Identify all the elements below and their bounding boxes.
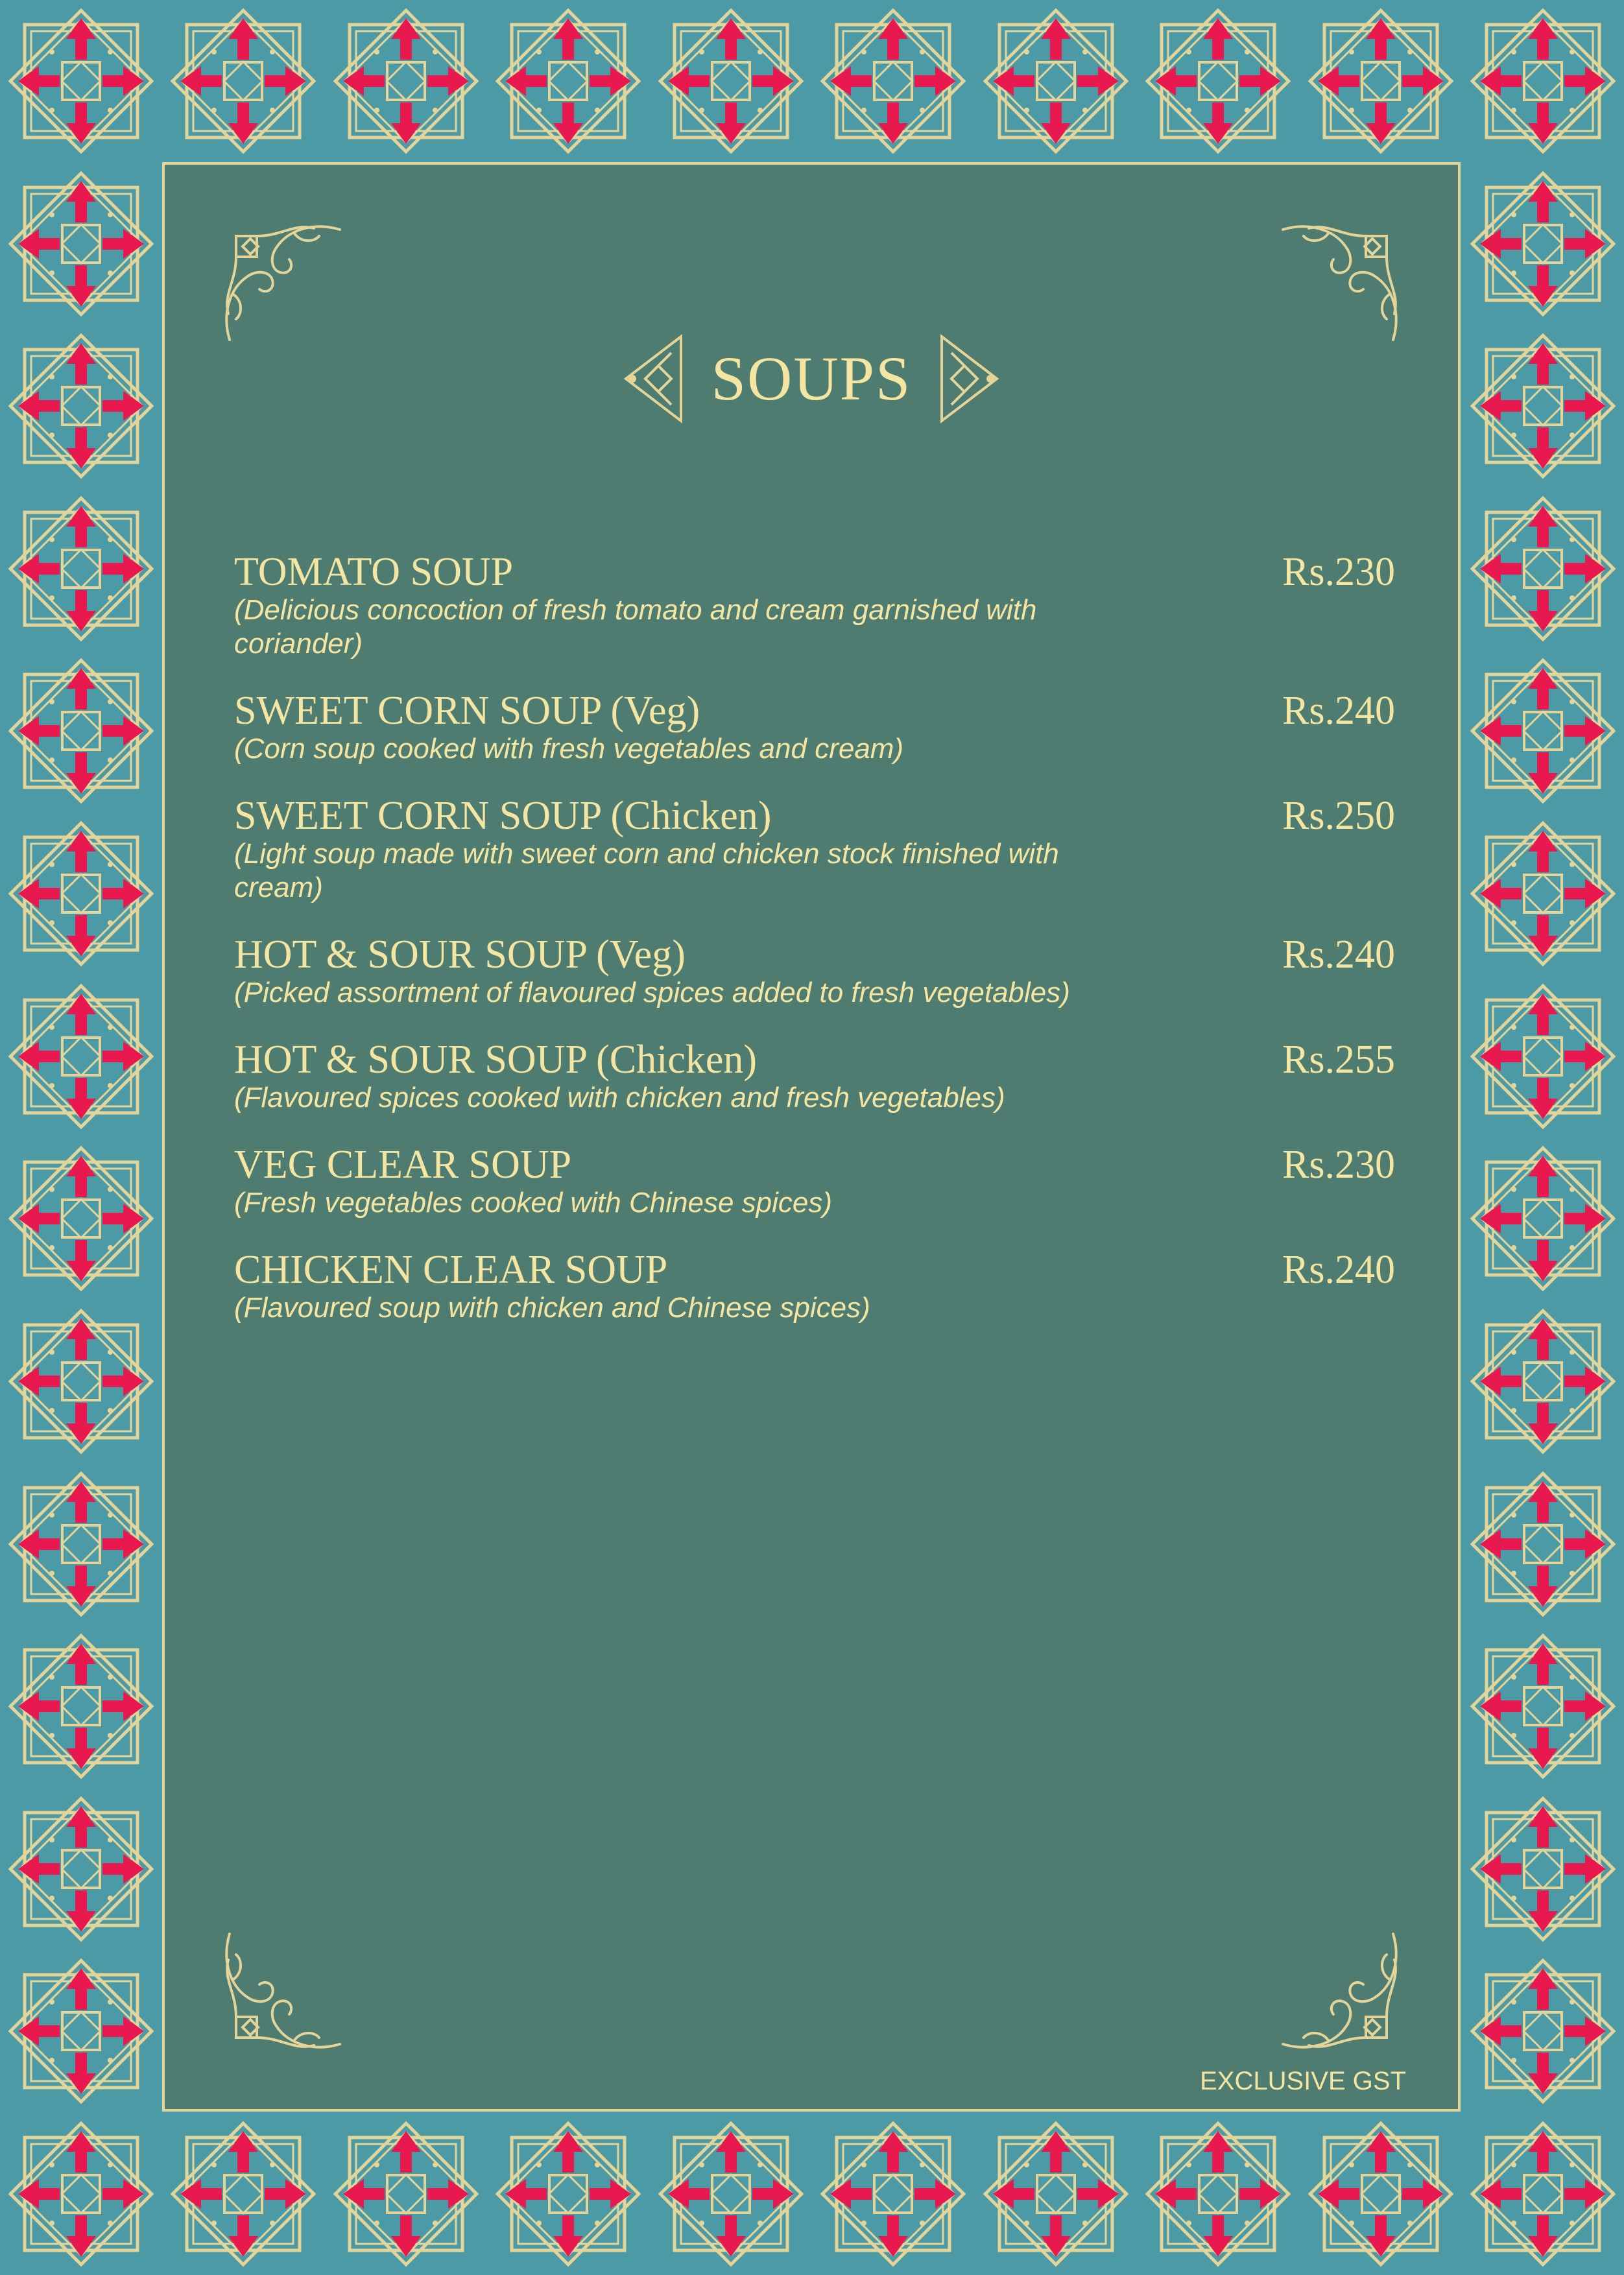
geometric-tile-icon	[10, 1636, 152, 1777]
geometric-tile-icon	[10, 498, 152, 639]
geometric-tile-icon	[1310, 10, 1451, 152]
geometric-tile-icon	[335, 10, 477, 152]
title-ornament-icon	[619, 330, 684, 427]
menu-item	[234, 794, 1395, 905]
flourish-corner-icon	[217, 217, 346, 346]
item-name: SWEET CORN SOUP (Veg)	[234, 689, 700, 733]
page-title: SOUPS	[711, 344, 912, 413]
menu-item	[234, 1038, 1395, 1115]
geometric-tile-icon	[1472, 823, 1614, 964]
geometric-tile-icon	[1472, 1311, 1614, 1452]
geometric-tile-icon	[10, 1960, 152, 2102]
item-name: HOT & SOUR SOUP (Veg)	[234, 933, 686, 977]
geometric-tile-icon	[10, 1473, 152, 1615]
item-price: Rs.255	[1282, 1038, 1395, 1082]
title-ornament-icon	[938, 330, 1003, 427]
flourish-corner-icon	[217, 1927, 346, 2057]
flourish-corner-icon	[1276, 1927, 1406, 2057]
geometric-tile-icon	[10, 660, 152, 802]
geometric-tile-icon	[1472, 986, 1614, 1127]
geometric-tile-icon	[1472, 660, 1614, 802]
geometric-tile-icon	[1472, 173, 1614, 315]
geometric-tile-icon	[822, 10, 964, 152]
item-name: VEG CLEAR SOUP	[234, 1143, 572, 1187]
geometric-tile-icon	[10, 2123, 152, 2265]
geometric-tile-icon	[10, 1148, 152, 1289]
geometric-tile-icon	[822, 2123, 964, 2265]
item-description: (Flavoured spices cooked with chicken and fresh vegetables)	[234, 1082, 1005, 1114]
geometric-tile-icon	[1147, 10, 1289, 152]
geometric-tile-icon	[1472, 498, 1614, 639]
menu-item	[234, 551, 1395, 661]
menu-item	[234, 933, 1395, 1010]
item-name: HOT & SOUR SOUP (Chicken)	[234, 1038, 758, 1082]
geometric-tile-icon	[173, 10, 314, 152]
geometric-tile-icon	[660, 2123, 802, 2265]
menu-list	[234, 551, 1395, 1325]
geometric-tile-icon	[985, 2123, 1127, 2265]
item-name: CHICKEN CLEAR SOUP	[234, 1248, 668, 1292]
geometric-tile-icon	[660, 10, 802, 152]
geometric-tile-icon	[1472, 10, 1614, 152]
item-description: (Picked assortment of flavoured spices added to fresh vegetables)	[234, 977, 1070, 1008]
geometric-tile-icon	[1147, 2123, 1289, 2265]
geometric-tile-icon	[1472, 1636, 1614, 1777]
geometric-tile-icon	[1472, 1960, 1614, 2102]
item-name: TOMATO SOUP	[234, 550, 514, 594]
item-price: Rs.240	[1282, 689, 1395, 733]
item-price: Rs.240	[1282, 1248, 1395, 1292]
menu-item	[234, 1248, 1395, 1325]
geometric-tile-icon	[335, 2123, 477, 2265]
geometric-tile-icon	[1310, 2123, 1451, 2265]
item-name: SWEET CORN SOUP (Chicken)	[234, 794, 772, 838]
geometric-tile-icon	[10, 986, 152, 1127]
geometric-tile-icon	[985, 10, 1127, 152]
menu-panel	[162, 162, 1461, 2112]
item-description: (Flavoured soup with chicken and Chinese spices)	[234, 1292, 870, 1324]
geometric-tile-icon	[1472, 335, 1614, 477]
item-description: (Light soup made with sweet corn and chicken stock finished with cream)	[234, 838, 1059, 903]
geometric-tile-icon	[10, 1311, 152, 1452]
item-price: Rs.250	[1282, 794, 1395, 838]
geometric-tile-icon	[173, 2123, 314, 2265]
geometric-tile-icon	[10, 823, 152, 964]
geometric-tile-icon	[10, 173, 152, 315]
geometric-tile-icon	[497, 2123, 639, 2265]
geometric-tile-icon	[1472, 2123, 1614, 2265]
flourish-corner-icon	[1276, 217, 1406, 346]
item-price: Rs.240	[1282, 933, 1395, 977]
section-header	[165, 330, 1458, 427]
item-price: Rs.230	[1282, 1143, 1395, 1187]
geometric-tile-icon	[1472, 1473, 1614, 1615]
item-description: (Delicious concoction of fresh tomato and cream garnished with coriander)	[234, 594, 1037, 660]
geometric-tile-icon	[497, 10, 639, 152]
item-description: (Fresh vegetables cooked with Chinese spices)	[234, 1187, 833, 1219]
geometric-tile-icon	[1472, 1798, 1614, 1940]
menu-item	[234, 689, 1395, 766]
geometric-tile-icon	[1472, 1148, 1614, 1289]
tax-note: EXCLUSIVE GST	[1200, 2067, 1406, 2095]
geometric-tile-icon	[10, 335, 152, 477]
item-description: (Corn soup cooked with fresh vegetables and cream)	[234, 733, 904, 765]
geometric-tile-icon	[10, 1798, 152, 1940]
geometric-tile-icon	[10, 10, 152, 152]
menu-item	[234, 1143, 1395, 1220]
item-price: Rs.230	[1282, 550, 1395, 594]
